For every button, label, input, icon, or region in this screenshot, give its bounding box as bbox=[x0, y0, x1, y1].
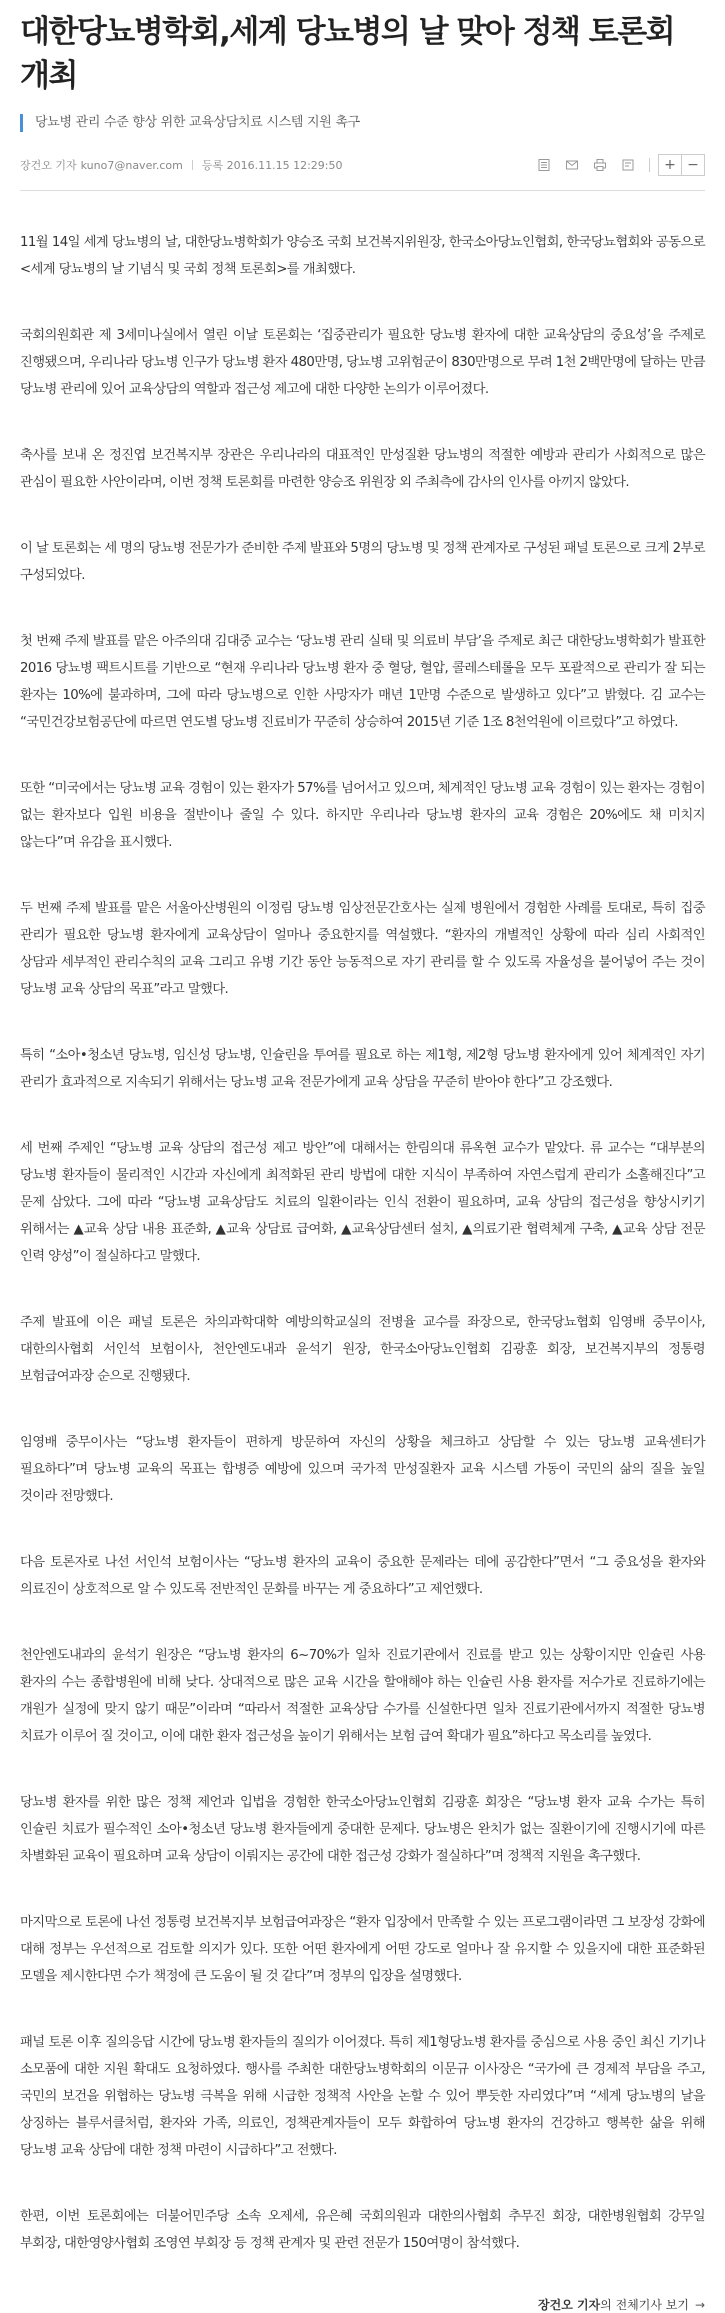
article-subtitle: 당뇨병 관리 수준 향상 위한 교육상담치료 시스템 지원 촉구 bbox=[20, 114, 705, 132]
arrow-right-icon: → bbox=[694, 2297, 705, 2312]
publish-date: 등록 2016.11.15 12:29:50 bbox=[201, 159, 343, 172]
article-paragraph: 임영배 중무이사는 “당뇨병 환자들이 편하게 방문하여 자신의 상황을 체크하고 상담할 수 있는 당뇨병 교육센터가 필요하다”며 당뇨병 교육의 목표는 합병증 예방에 있으며 국가적 만성질환자 교육 시스템 가동이 국민의 삶의 질을 높일 것이라 전망했다. bbox=[20, 1435, 705, 1504]
article-paragraph: 천안엔도내과의 윤석기 원장은 “당뇨병 환자의 6~70%가 일차 진료기관에서 진료를 받고 있는 상황이지만 인슐린 사용 환자의 수는 종합병원에 비해 낮다. 상대적으로 많은 교육 시간을 할애해야 하는 인슐린 사용 환자를 저수가로 진료하기에는 개원가 실정에 맞지 않기 때문”이라며 “따라서 적절한 교육상담 수가를 신설한다면 일차 진료기관에서까지 적절한 당뇨병 치료가 이루어 질 것이고, 이에 대한 환자 접근성을 높이기 위해서는 보험 급여 확대가 필요”하다고 목소리를 높였다. bbox=[20, 1648, 706, 1744]
scrap-icon[interactable] bbox=[617, 154, 639, 176]
article-paragraph: 한편, 이번 토론회에는 더불어민주당 소속 오제세, 유은혜 국회의원과 대한의사협회 추무진 회장, 대한병원협회 강무일 부회장, 대한영양사협회 조영연 부회장 등 정책 관계자 및 관련 전문가 150여명이 참석했다. bbox=[20, 2209, 705, 2251]
article-paragraph: 마지막으로 토론에 나선 정통령 보건복지부 보험급여과장은 “환자 입장에서 만족할 수 있는 프로그램이라면 그 보장성 강화에 대해 정부는 우선적으로 검토할 의지가 있다. 또한 어떤 환자에게 어떤 강도로 얼마나 잘 유지할 수 있을지에 대한 표준화된 모델을 제시한다면 수가 책정에 큰 도움이 될 것 같다”며 정부의 입장을 설명했다. bbox=[20, 1915, 705, 1984]
article-paragraph: 또한 “미국에서는 당뇨병 교육 경험이 있는 환자가 57%를 넘어서고 있으며, 체계적인 당뇨병 교육 경험이 있는 환자는 경험이 없는 환자보다 입원 비용을 절반이나 줄일 수 있다. 하지만 우리나라 당뇨병 환자의 교육 경험은 20%에도 채 미치지 않는다”며 유감을 표시했다. bbox=[20, 781, 705, 850]
font-size-controls bbox=[658, 154, 705, 176]
zoom-in-button[interactable]: + bbox=[664, 157, 676, 173]
all-articles-link[interactable] bbox=[20, 2296, 705, 2313]
list-icon[interactable] bbox=[533, 154, 555, 176]
article-paragraph: 패널 토론 이후 질의응답 시간에 당뇨병 환자들의 질의가 이어졌다. 특히 제1형당뇨병 환자를 중심으로 사용 중인 최신 기기나 소모품에 대한 지원 확대도 요청하였다. 행사를 주최한 대한당뇨병학회의 이문규 이사장은 “국가에 큰 경제적 부담을 주고, 국민의 보건을 위협하는 당뇨병 극복을 위해 시급한 정책적 사안을 논할 수 있어 뿌듯한 자리였다”며 “세계 당뇨병의 날을 상징하는 블루서클처럼, 환자와 가족, 의료인, 정책관계자들이 모두 화합하여 당뇨병 환자의 건강하고 행복한 삶을 위해 당뇨병 교육 상담에 대한 정책 마련이 시급하다”고 전했다. bbox=[20, 2035, 705, 2158]
article-paragraph: 축사를 보내 온 정진엽 보건복지부 장관은 우리나라의 대표적인 만성질환 당뇨병의 적절한 예방과 관리가 사회적으로 많은 관심이 필요한 사안이라며, 이번 정책 토론회를 마련한 양승조 위원장 외 주최측에 감사의 인사를 아끼지 않았다. bbox=[20, 448, 705, 490]
article-paragraph: 국회의원회관 제 3세미나실에서 열린 이날 토론회는 ‘집중관리가 필요한 당뇨병 환자에 대한 교육상담의 중요성’을 주제로 진행됐으며, 우리나라 당뇨병 인구가 당뇨병 환자 480만명, 당뇨병 고위험군이 830만명으로 무려 1천 2백만명에 달하는 만큼 당뇨병 관리에 있어 교육상담의 역할과 접근성 제고에 대한 다양한 논의가 이루어졌다. bbox=[20, 328, 705, 397]
article-paragraph: 특히 “소아•청소년 당뇨병, 임신성 당뇨병, 인슐린을 투여를 필요로 하는 제1형, 제2형 당뇨병 환자에게 있어 체계적인 자기 관리가 효과적으로 지속되기 위해서는 당뇨병 교육 전문가에게 교육 상담을 꾸준히 받아야 한다”고 강조했다. bbox=[20, 1048, 705, 1090]
print-icon[interactable] bbox=[589, 154, 611, 176]
byline bbox=[20, 157, 342, 173]
article-paragraph: 당뇨병 환자를 위한 많은 정책 제언과 입법을 경험한 한국소아당뇨인협회 김광훈 회장은 “당뇨병 환자 교육 수가는 특히 인슐린 치료가 필수적인 소아•청소년 당뇨병 환자들에게 중대한 문제다. 당뇨병은 완치가 없는 질환이기에 진행시기에 따른 차별화된 교육이 필요하며 교육 상담이 이뤄지는 공간에 대한 접근성 강화가 절실하다”며 정책적 지원을 촉구했다. bbox=[20, 1795, 705, 1864]
reporter-name: 장건오 기자 bbox=[20, 159, 77, 172]
article-paragraph: 세 번째 주제인 “당뇨병 교육 상담의 접근성 제고 방안”에 대해서는 한림의대 류옥현 교수가 맡았다. 류 교수는 “대부분의 당뇨병 환자들이 물리적인 시간과 자신에게 최적화된 관리 방법에 대한 지식이 부족하여 자연스럽게 관리가 소홀해진다”고 문제 삼았다. 그에 따라 “당뇨병 교육상담도 치료의 일환이라는 인식 전환이 필요하며, 교육 상담의 접근성을 향상시키기 위해서는 ▲교육 상담 내용 표준화, ▲교육 상담료 급여화, ▲교육상담센터 설치, ▲의료기관 협력체계 구축, ▲교육 상담 전문 인력 양성”이 절실하다고 말했다. bbox=[20, 1141, 705, 1264]
zoom-out-button[interactable]: − bbox=[681, 155, 704, 175]
article-title: 대한당뇨병학회,세계 당뇨병의 날 맞아 정책 토론회 개최 bbox=[20, 14, 675, 94]
article-paragraph: 주제 발표에 이은 패널 토론은 차의과학대학 예방의학교실의 전병율 교수를 좌장으로, 한국당뇨협회 임영배 중무이사, 대한의사협회 서인석 보험이사, 천안엔도내과 윤석기 원장, 한국소아당뇨인협회 김광훈 회장, 보건복지부의 정통령 보험급여과장 순으로 진행됐다. bbox=[20, 1315, 705, 1384]
article-tools bbox=[527, 154, 705, 176]
footer-author: 장건오 기자 bbox=[538, 2298, 601, 2312]
footer-link-text: 의 전체기사 보기 bbox=[600, 2298, 689, 2312]
tool-divider bbox=[649, 158, 650, 172]
article-meta bbox=[20, 154, 705, 191]
article-paragraph: 11월 14일 세계 당뇨병의 날, 대한당뇨병학회가 양승조 국회 보건복지위원장, 한국소아당뇨인협회, 한국당뇨협회와 공동으로 <세계 당뇨병의 날 기념식 및 국회 정책 토론회>를 개최했다. bbox=[20, 235, 705, 277]
article-paragraph: 두 번째 주제 발표를 맡은 서울아산병원의 이정림 당뇨병 임상전문간호사는 실제 병원에서 경험한 사례를 토대로, 특히 집중 관리가 필요한 당뇨병 환자에게 교육상담이 얼마나 중요한지를 역설했다. “환자의 개별적인 상황에 따라 심리 사회적인 상담과 세부적인 관리수칙의 교육 그리고 유병 기간 동안 능동적으로 자기 관리를 할 수 있도록 자율성을 불어넣어 주는 것이 당뇨병 교육 상담의 목표”라고 말했다. bbox=[20, 901, 706, 997]
article-paragraph: 첫 번째 주제 발표를 맡은 아주의대 김대중 교수는 ‘당뇨병 관리 실태 및 의료비 부담’을 주제로 최근 대한당뇨병학회가 발표한 2016 당뇨병 팩트시트를 기반으로 “현재 우리나라 당뇨병 환자 중 혈당, 혈압, 콜레스테롤을 모두 포괄적으로 관리가 잘 되는 환자는 10%에 불과하며, 그에 따라 당뇨병으로 인한 사망자가 매년 1만명 수준으로 발생하고 있다”고 밝혔다. 김 교수는 “국민건강보험공단에 따르면 연도별 당뇨병 진료비가 꾸준히 상승하여 2015년 기준 1조 8천억원에 이르렀다”고 하였다. bbox=[20, 634, 705, 730]
email-share-icon[interactable] bbox=[561, 154, 583, 176]
article-body bbox=[20, 229, 705, 2257]
reporter-email[interactable]: kuno7@naver.com bbox=[80, 158, 183, 172]
article-paragraph: 다음 토론자로 나선 서인석 보험이사는 “당뇨병 환자의 교육이 중요한 문제라는 데에 공감한다”면서 “그 중요성을 환자와 의료진이 상호적으로 알 수 있도록 전반적인 문화를 바꾸는 게 중요하다”고 제언했다. bbox=[20, 1555, 705, 1597]
byline-divider bbox=[192, 160, 193, 170]
article-paragraph: 이 날 토론회는 세 명의 당뇨병 전문가가 준비한 주제 발표와 5명의 당뇨병 및 정책 관계자로 구성된 패널 토론으로 크게 2부로 구성되었다. bbox=[20, 541, 705, 583]
